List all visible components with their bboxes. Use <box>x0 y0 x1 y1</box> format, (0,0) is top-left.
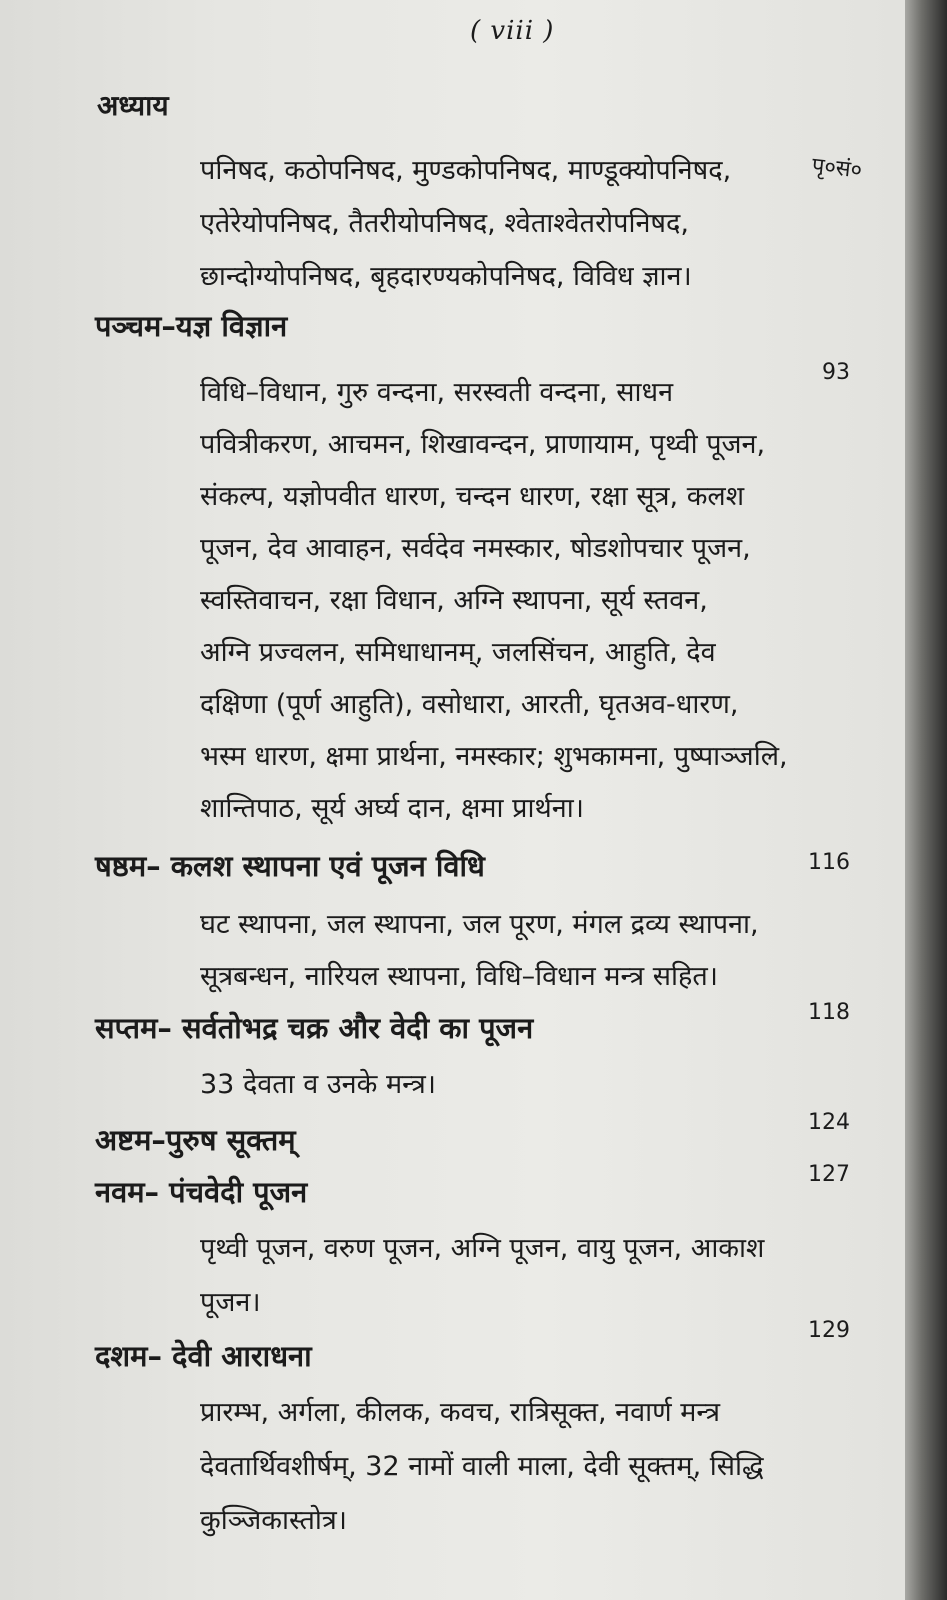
toc-description-line: प्रारम्भ, अर्गला, कीलक, कवच, रात्रिसूक्त, नवार्ण मन्त्र <box>200 1397 721 1428</box>
toc-description-line: 33 देवता व उनके मन्त्र। <box>200 1069 437 1100</box>
page-edge-shadow <box>905 0 947 1600</box>
toc-description-line: छान्दोग्योपनिषद, बृहदारण्यकोपनिषद, विविध ज्ञान। <box>200 261 692 292</box>
toc-description-line: विधि–विधान, गुरु वन्दना, सरस्वती वन्दना, साधन <box>200 377 674 408</box>
toc-description-line: दक्षिणा (पूर्ण आहुति), वसोधारा, आरती, घृतअव-धारण, <box>200 689 739 720</box>
toc-description-line: एतेरेयोपनिषद, तैतरीयोपनिषद, श्वेताश्वेतरोपनिषद, <box>200 208 689 239</box>
chapter-title: षष्ठम– कलश स्थापना एवं पूजन विधि <box>95 849 485 883</box>
toc-description-line: देवतार्थिवशीर्षम्, 32 नामों वाली माला, देवी सूक्तम्, सिद्धि <box>200 1451 764 1482</box>
toc-description-line: पवित्रीकरण, आचमन, शिखावन्दन, प्राणायाम, पृथ्वी पूजन, <box>200 429 766 460</box>
toc-description-line: सूत्रबन्धन, नारियल स्थापना, विधि–विधान मन्त्र सहित। <box>200 961 718 992</box>
chapter-page-number: 127 <box>808 1162 850 1187</box>
chapter-title: दशम– देवी आराधना <box>95 1339 312 1373</box>
chapter-column-heading: अध्याय <box>97 89 169 122</box>
chapter-page-number: 116 <box>808 850 850 875</box>
chapter-title: पञ्चम–यज्ञ विज्ञान <box>95 309 288 343</box>
toc-description-line: स्वस्तिवाचन, रक्षा विधान, अग्नि स्थापना, सूर्य स्तवन, <box>200 585 708 616</box>
chapter-title: नवम– पंचवेदी पूजन <box>95 1175 308 1209</box>
page-number-column-heading: पृ०सं० <box>810 153 864 184</box>
toc-description-line: पूजन। <box>200 1287 261 1318</box>
toc-description-line: घट स्थापना, जल स्थापना, जल पूरण, मंगल द्रव्य स्थापना, <box>200 909 759 940</box>
toc-description-line: पृथ्वी पूजन, वरुण पूजन, अग्नि पूजन, वायु पूजन, आकाश <box>200 1233 765 1264</box>
chapter-page-number: 129 <box>808 1318 850 1343</box>
chapter-page-number: 124 <box>808 1110 850 1135</box>
toc-description-line: भस्म धारण, क्षमा प्रार्थना, नमस्कार; शुभकामना, पुष्पाञ्जलि, <box>200 741 788 772</box>
page-folio: ( viii ) <box>470 16 555 46</box>
chapter-title: सप्तम– सर्वतोभद्र चक्र और वेदी का पूजन <box>95 1011 534 1045</box>
chapter-page-number: 93 <box>822 360 850 385</box>
toc-description-line: संकल्प, यज्ञोपवीत धारण, चन्दन धारण, रक्षा सूत्र, कलश <box>200 481 745 512</box>
toc-description-line: शान्तिपाठ, सूर्य अर्घ्य दान, क्षमा प्रार्थना। <box>200 793 584 824</box>
toc-description-line: कुञ्जिकास्तोत्र। <box>200 1505 348 1536</box>
toc-description-line: अग्नि प्रज्वलन, समिधाधानम्, जलसिंचन, आहुति, देव <box>200 637 716 668</box>
chapter-page-number: 118 <box>808 1000 850 1025</box>
toc-description-line: पूजन, देव आवाहन, सर्वदेव नमस्कार, षोडशोपचार पूजन, <box>200 533 751 564</box>
toc-description-line: पनिषद, कठोपनिषद, मुण्डकोपनिषद, माण्डूक्योपनिषद, <box>200 155 732 186</box>
chapter-title: अष्टम–पुरुष सूक्तम् <box>95 1123 296 1157</box>
